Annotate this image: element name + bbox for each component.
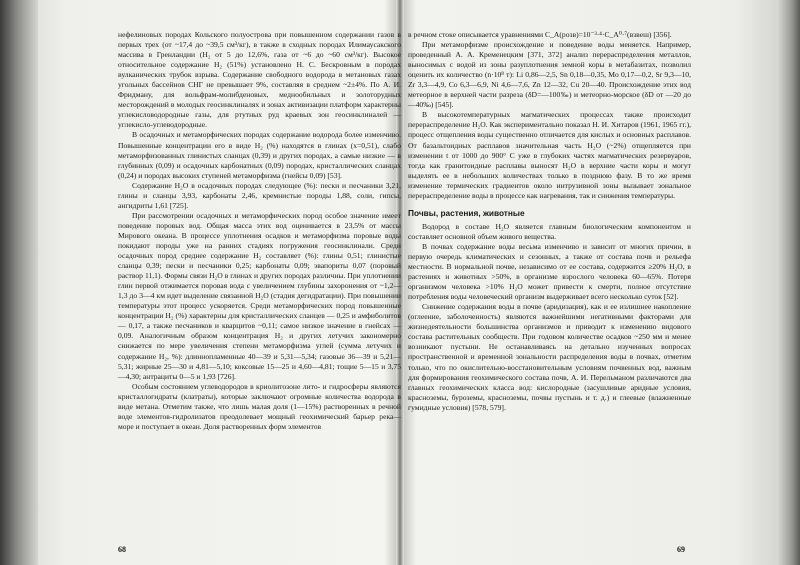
paragraph: в речном стоке описывается уравнениями C_A(розв)=10⁻³·⁴·C_A⁰·⁷(взвеш) [356].: [408, 30, 672, 39]
paragraph: В почвах содержание воды весьма изменчиво и зависит от многих причин, в первую очередь климатических и сезонных, а также от состава почв и рельефа местности. В нормальной почве, независимо от ее состава, содержится ≥20% Н₂О, в растениях и животных >50%, в организме взрослого человека 60—65%. Потеря организмом человека >10% Н₂О может привести к смерти, полное отсутствие потребления воды человеческий организм выдерживает всего несколько суток [52].: [408, 241, 691, 302]
paragraph: Водород в составе Н₂О является главным биологическим компонентом и составляет основной объем живого вещества.: [408, 221, 691, 241]
right-page: [408, 30, 691, 413]
paragraph: Содержание Н₂О в осадочных породах следующее (%): пески и песчаники 3,21, глины и сланцы 3,93, карбонаты 2,46, кремнистые породы 1,88, соли, гипсы, ангидриты 1,61 [725].: [118, 180, 401, 210]
left-page: [118, 30, 401, 432]
paragraph: При рассмотрении осадочных и метаморфических пород особое значение имеет поведение поровых вод. Общая масса этих вод оценивается в 23,5% от массы Мирового океана. В процессе уплотнения осадков и метаморфизма поровые воды покидают породы уже на ранних стадиях погружения геосинклинали. Среди осадочных пород среднее содержание Н₂ составляет (%): глины 0,51; глинистые сланцы 0,39; пески и песчаники 0,25; карбонаты 0,09; эвапориты 0,07 (поровый раствор 11,1). Формы связи Н₂О в глинах и других породах различны. При уплотнении глин первой отжимается поровая вода с увеличением глубины захоронения от ~1,2—1,3 до 3—4 км идет выделение связанной Н₂О (стадия дегидратации). При повышении температуры этот процесс ускоряется. Среди метаморфических пород повышенные концентрации Н₂ (%) характерны для кристаллических сланцев — 0,25 и амфиболитов — 0,17, а также песчаников и кварцитов ~0,11; самое низкое значение в гнейсах — 0,09. Аналогичным образом концентрация Н₂ и других летучих закономерно снижается по мере увеличения степени метаморфизма углей (сумма летучих и содержание Н₂, %): длиннопламенные 40—39 и 5,31—5,34; газовые 36—39 и 5,21—5,31; жирные 25—30 и 4,81—5,10; коксовые 15—25 и 4,60—4,81; тощие 5—15 и 3,75—4,30; антрациты 0—5 и 1,93 [726].: [118, 210, 401, 381]
page-number-right: 69: [677, 545, 685, 554]
paragraph: Снижение содержания воды в почве (аридизация), как и ее излишнее накопление (оглеение, заболоченность) являются важнейшими негативными факторами для жизнедеятельности большинства организмов и приводит к изменению видового состава растительных сообществ. При годовом количестве осадков ~250 мм и менее возникают пустыни. Не останавливаясь на детально изученных вопросах пространственной и временной зональности распределения воды в почвах, отметим только, что по окислительно-восстановительным условиям почвенных вод, важным для формирования геохимического состава почв, А. И. Перельманом различаются два главных геохимических класса вод: кислородные (засушливые аридные условия, красноземы, буроземы, красноземы, почвы пустынь и т. д.) и глеевые (влажненные гумидные условия) [578, 579].: [408, 302, 691, 412]
paragraph: В высокотемпературных магматических процессах также происходит перераспределение Н₂О. Как экспериментально показал Н. И. Хитаров (1961, 1965 гг.), процесс отщепления воды существенно отличается для кислых и основных расплавов. От базальтоидных расплавов значительная часть Н₂О (~2%) отщепляется при изменении t от 1000 до 900° С уже в глубоких частях магматических резервуаров, тогда как гранитоидные расплавы выносят Н₂О в верхние части коры и могут выделять ее в небольших количествах только в позднюю фазу. В то же время изменение термических градиентов около интрузивной зоны вызывает зональное перераспределение воды в процессе как нагревания, так и снижения температуры.: [408, 110, 691, 200]
paragraph: нефелиновых породах Кольского полуострова при повышенном содержании газов в первых трех (от ~17,4 до ~39,5 см³/кг), в также в сходных породах Илимаусакского массива в Гренландии (Н₂ от 5 до 12,6%, газа от ~6 до ~60 см³/кг). Высокое относительное содержание Н₂ (51%) установлено Н. С. Бескровным в породах вулканических трубок взрыва. Содержание свободного водорода в метановых газах угольных бассейнов СНГ не превышает 9%, составляя в среднем ~2±4%. По А. И. Фридману, для вольфрам-молибденовых, меднообильных и золоторудных месторождений в молодых геосинклиналях и зонах активизации платформ характерны углекисловодородные газы, для ртутных руд краевых зон геосинклиналей — углекисло-углеводородные.: [118, 30, 401, 130]
section-heading: Почвы, растения, животные: [408, 207, 525, 218]
paragraph: При метаморфизме происхождение и поведение воды меняется. Например, проведенный А. А. Кременецким [371, 372] анализ перераспределения металлов, выносимых с водой из зоны разуплотнения земной коры в метабазитах, позволил оценить их количество (n·10⁸ т): Li 0,86—2,5, Sn 0,18—0,35, Mo 0,17—0,2, Sr 9,3—10, Zr 3,3—4,9, Co 6,3—6,9, Ni 4,6—7,6, Zn 12—32, Cu 20—40. Происхождение этих вод метеорное в верхней части разреза (δD=—100‰) и метеорно-морское (δD от —20 до —40‰) [545].: [408, 40, 691, 110]
page-number-left: 68: [118, 545, 126, 554]
paragraph: В осадочных и метаморфических породах содержание водорода более изменчиво. Повышенные концентрации его в виде Н₂ (%) находятся в глинах (x=0,51), слабо метаморфизованных глинистых сланцах (0,39) и других породах, а самые низкие — в глубинных (0,09) и осадочных карбонатных (0,09) породах, кристаллических сланцах (0,24) и породах высоких ступеней метаморфизма (гнейсы 0,09) [53].: [118, 130, 401, 180]
left-page-edge-shadow: [0, 0, 38, 565]
right-page-edge-shadow: [778, 0, 800, 565]
paragraph: Особым состоянием углеводородов в криолитозоне лито- и гидросферы являются кристаллогидраты (клатраты), которые заключают огромные количества водорода в виде метана. Отметим также, что лишь малая доля (1—15%) растворенных в речной воде элементов-гидролизатов преодолевает мощный геохимический барьер река—море и поступает в океан. Доля растворенных форм элементов: [118, 381, 401, 431]
